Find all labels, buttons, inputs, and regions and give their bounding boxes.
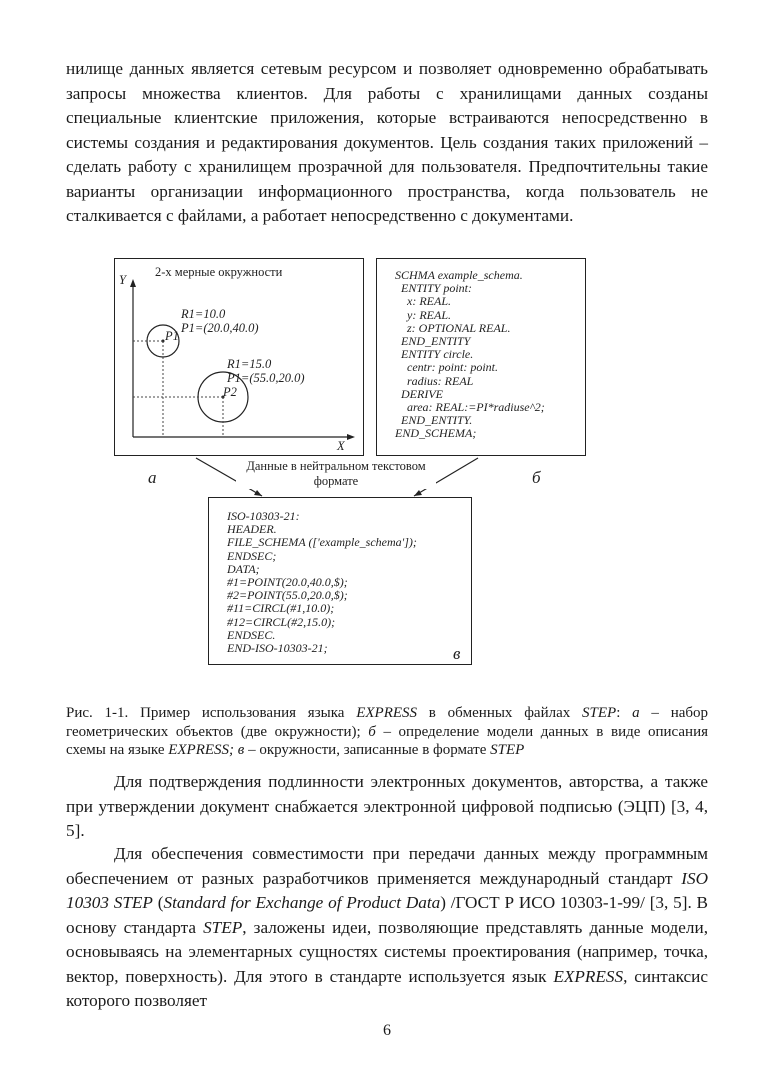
- neutral-format-label: Данные в нейтральном текстовом формате: [236, 459, 436, 489]
- top-paragraph: нилище данных является сетевым ресурсом и позволяет одновременно обрабатывать запросы множества клиентов. Для работы с хранилищами данных созданы специальные клиентские приложения, которые встраиваются непосредственно в системы создания и редактирования документов. Цель создания таких приложений – сделать работу с хранилищем прозрачной для пользователя. Предпочтительны такие варианты организации информационного пространства, когда пользователь не сталкивается с файлами, а работает непосредственно с документами.: [66, 59, 708, 225]
- x-axis-label: X: [337, 439, 345, 453]
- page-number: 6: [383, 1022, 391, 1039]
- circle1-radius: R1=10.0: [181, 307, 226, 321]
- circle1-center: P1=(20.0,40.0): [181, 321, 259, 335]
- paragraph-step-standard: Для обеспечения совместимости при передачи данных между программным обеспечением от разных разработчиков применяется международный стандарт ISO 10303 STEP (Standard for Exchange of Product Data) /ГОСТ Р ИСО 10303-1-99/ [3, 5]. В основу стандарта STEP, заложены идеи, позволяющие представлять данные модели, основываясь на элементарных сущностях системы проектирования (например, точка, вектор, поверхность). Для этого в стандарте используется язык EXPRESS, синтаксис которого позволяет: [66, 844, 709, 1010]
- circle2-label: P2: [223, 385, 237, 399]
- step-file-code: ISO-10303-21: HEADER. FILE_SCHEMA (['example_schema']); ENDSEC; DATA; #1=POINT(20.0,40.0,$); #2=POINT(55.0,20.0,$); #11=CIRCL(#1,10.0); #12=CIRCL(#2,15.0); ENDSEC. END-ISO-10303-21;: [227, 509, 417, 656]
- figure-caption: Рис. 1-1. Пример использования языка EXPRESS в обменных файлах STEP: а – набор геометрических объектов (две окружности); б – определение модели данных в виде описания схемы на языке EXPRESS; в – окружности, записанные в формате STEP: [66, 705, 709, 758]
- circle2-radius: R1=15.0: [227, 357, 272, 371]
- panel-a-box: [114, 258, 364, 456]
- express-schema-code: SCHMA example_schema. ENTITY point: x: REAL. y: REAL. z: OPTIONAL REAL. END_ENTITY ENTITY circle. centr: point: point. radius: REAL DERIVE area: REAL:=PI*radiuse^2; END_ENTITY. END_SCHEMA;: [395, 268, 545, 441]
- y-axis-label: Y: [119, 273, 126, 287]
- panel-b-letter: б: [532, 468, 541, 487]
- paragraph-signature: Для подтверждения подлинности электронных документов, авторства, а также при утверждении документ снабжается электронной цифровой подписью (ЭЦП) [3, 4, 5].: [66, 772, 708, 840]
- panel-a-letter: а: [148, 468, 157, 487]
- panel-b-box: [376, 258, 586, 456]
- panel-c-letter: в: [453, 644, 461, 663]
- circle2-center: P1=(55.0,20.0): [227, 371, 305, 385]
- circle1-label: P1: [165, 329, 179, 343]
- panel-a-title: 2-х мерные окружности: [155, 265, 283, 279]
- panel-c-box: [208, 497, 472, 665]
